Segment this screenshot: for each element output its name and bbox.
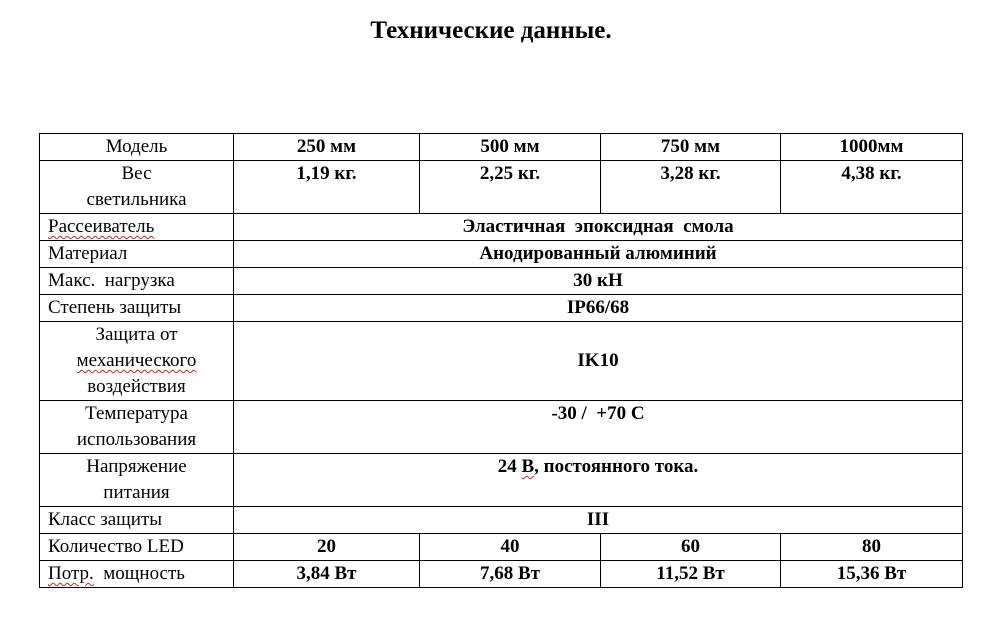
voltage-value-part1: 24 xyxy=(497,456,522,477)
row-label-temperature xyxy=(40,401,234,454)
row-label-led-count: Количество LED xyxy=(40,534,234,561)
table-row-material xyxy=(40,241,963,268)
protection-class-value: III xyxy=(234,507,963,534)
power-value-1: 3,84 Вт xyxy=(234,561,420,588)
row-label-voltage-line2: питания xyxy=(103,482,170,503)
table-row-led-count xyxy=(40,534,963,561)
led-count-value-4: 80 xyxy=(781,534,963,561)
power-value-2: 7,68 Вт xyxy=(420,561,601,588)
row-label-protection-class: Класс защиты xyxy=(40,507,234,534)
table-row-weight xyxy=(40,161,963,214)
table-row-protection-degree xyxy=(40,295,963,322)
led-count-value-3: 60 xyxy=(601,534,781,561)
voltage-value-part2: В xyxy=(521,456,535,477)
table-row-voltage xyxy=(40,454,963,507)
row-label-weight-line2: светильника xyxy=(86,189,187,210)
weight-value-2: 2,25 кг. xyxy=(420,161,601,214)
table-row-impact-protection xyxy=(40,322,963,401)
row-label-temperature-line1: Температура xyxy=(85,403,188,424)
led-count-value-1: 20 xyxy=(234,534,420,561)
power-value-3: 11,52 Вт xyxy=(601,561,781,588)
impact-protection-value: IK10 xyxy=(234,322,963,401)
row-label-diffuser-text: Рассеиватель xyxy=(48,216,155,237)
table-row-max-load xyxy=(40,268,963,295)
specifications-table xyxy=(39,133,963,588)
row-label-power-part2: мощность xyxy=(93,563,185,584)
voltage-value xyxy=(234,454,963,507)
row-label-material: Материал xyxy=(40,241,234,268)
protection-degree-value: IP66/68 xyxy=(234,295,963,322)
voltage-value-part3: , постоянного тока. xyxy=(534,456,699,477)
table-row-power xyxy=(40,561,963,588)
temperature-value: -30 / +70 С xyxy=(234,401,963,454)
table-row-protection-class xyxy=(40,507,963,534)
row-label-impact-protection xyxy=(40,322,234,401)
row-label-power xyxy=(40,561,234,588)
max-load-value: 30 кН xyxy=(234,268,963,295)
model-value-1: 250 мм xyxy=(234,134,420,161)
weight-value-1: 1,19 кг. xyxy=(234,161,420,214)
row-label-impact-line1: Защита от xyxy=(95,324,178,345)
table-row-model xyxy=(40,134,963,161)
row-label-model: Модель xyxy=(40,134,234,161)
led-count-value-2: 40 xyxy=(420,534,601,561)
row-label-impact-line2 xyxy=(40,348,233,374)
model-value-2: 500 мм xyxy=(420,134,601,161)
table-row-temperature xyxy=(40,401,963,454)
model-value-4: 1000мм xyxy=(781,134,963,161)
power-value-4: 15,36 Вт xyxy=(781,561,963,588)
row-label-weight-line1: Вес xyxy=(121,163,152,184)
row-label-weight xyxy=(40,161,234,214)
row-label-impact-line3: воздействия xyxy=(87,376,186,397)
row-label-power-part1: Потр. xyxy=(48,563,94,584)
row-label-protection-degree: Степень защиты xyxy=(40,295,234,322)
model-value-3: 750 мм xyxy=(601,134,781,161)
weight-value-4: 4,38 кг. xyxy=(781,161,963,214)
row-label-impact-line2-text: механического xyxy=(76,350,197,371)
row-label-max-load: Макс. нагрузка xyxy=(40,268,234,295)
weight-value-3: 3,28 кг. xyxy=(601,161,781,214)
row-label-diffuser xyxy=(40,214,234,241)
diffuser-value: Эластичная эпоксидная смола xyxy=(234,214,963,241)
material-value: Анодированный алюминий xyxy=(234,241,963,268)
table-row-diffuser xyxy=(40,214,963,241)
page-title: Технические данные. xyxy=(370,17,612,44)
row-label-voltage-line1: Напряжение xyxy=(86,456,187,477)
row-label-temperature-line2: использования xyxy=(76,429,197,450)
row-label-voltage xyxy=(40,454,234,507)
